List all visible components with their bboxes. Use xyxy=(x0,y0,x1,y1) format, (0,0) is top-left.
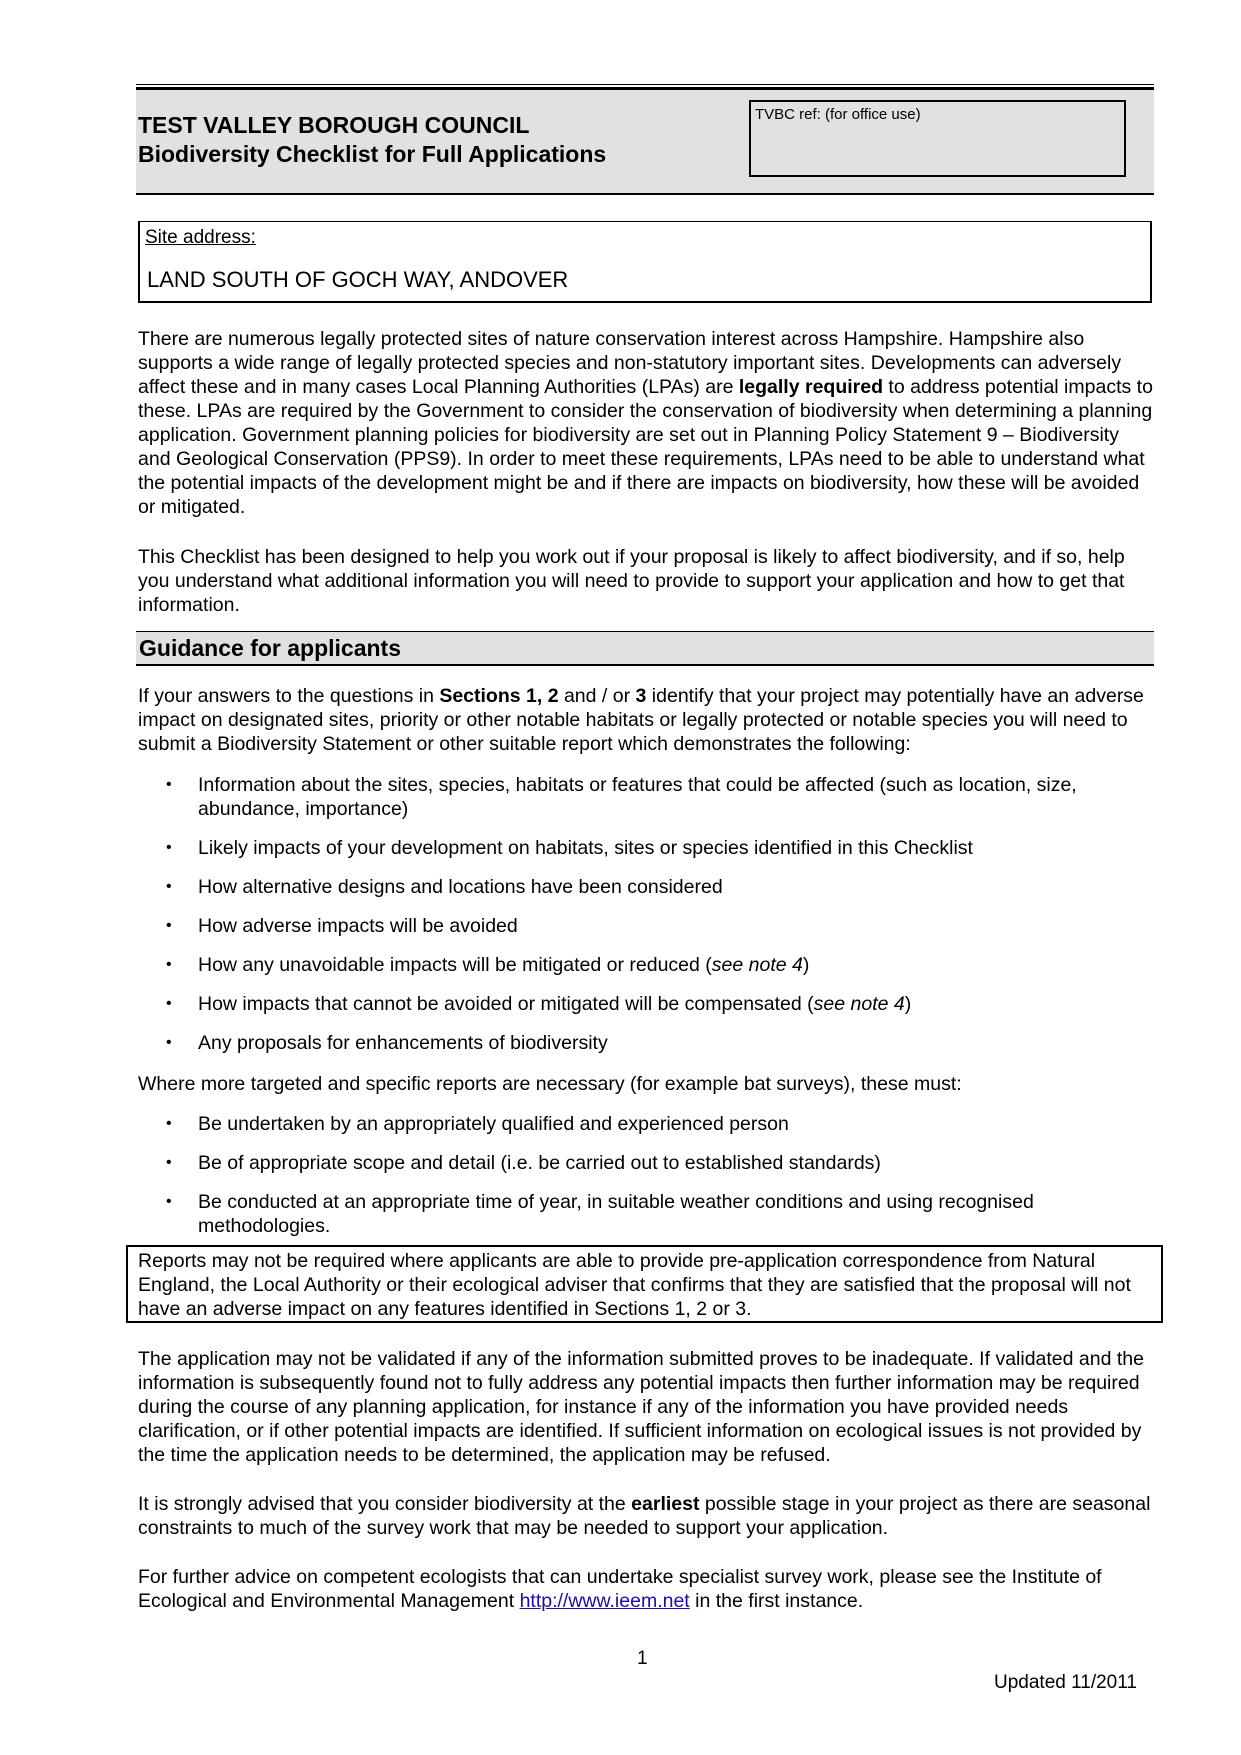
note-text: Reports may not be required where applicants are able to provide pre-application correspondence from Natural England, the Local Authority or their ecological adviser that confirms that they are satisfied that the proposal will not have an adverse impact on any features identified in Sections 1, 2 or 3. xyxy=(138,1250,1131,1320)
further-text: in the first instance. xyxy=(689,1590,864,1612)
list-item-text: Information about the sites, species, habitats or features that could be affected (such as location, size, abundance, importance) xyxy=(198,774,1077,820)
list-item xyxy=(138,1190,1153,1238)
note-reference: see note 4 xyxy=(711,954,803,976)
bullet-icon: • xyxy=(166,839,172,856)
list-item-text: Be conducted at an appropriate time of year, in suitable weather conditions and using recognised methodologies. xyxy=(198,1191,1034,1237)
advice-text: It is strongly advised that you consider biodiversity at the xyxy=(138,1493,632,1515)
intro-bold: legally required xyxy=(738,376,884,398)
intro-text: This Checklist has been designed to help you work out if your proposal is likely to affect biodiversity, and if so, help you understand what additional information you will need to provide to support your application and how to get that information. xyxy=(138,546,1125,616)
reports-exemption-note xyxy=(126,1245,1163,1323)
list-item xyxy=(138,953,1153,977)
guidance-heading: Guidance for applicants xyxy=(139,635,401,661)
list-item xyxy=(138,992,1153,1016)
targeted-requirements-list xyxy=(138,1112,1153,1238)
list-item-text: How adverse impacts will be avoided xyxy=(198,915,518,937)
list-item-text: ) xyxy=(904,993,912,1015)
header-title-block xyxy=(138,111,606,169)
bullet-icon: • xyxy=(166,878,172,895)
further-text: For further advice on competent ecologists that can undertake specialist survey work, please see the Institute of Ecological and Environmental Management xyxy=(138,1566,1102,1612)
bullet-icon: • xyxy=(166,917,172,934)
list-item-text: Any proposals for enhancements of biodiversity xyxy=(198,1032,608,1054)
header-top-rule xyxy=(136,84,1154,85)
page-number: 1 xyxy=(637,1648,648,1669)
list-item xyxy=(138,1112,1153,1136)
list-item xyxy=(138,1151,1153,1175)
validation-text: The application may not be validated if any of the information submitted proves to be inadequate. If validated and the information is subsequently found not to fully address any potential impacts then further information may be required during the course of any planning application, for instance if any of the information you have provided needs clarification, or if other potential impacts are identified. If sufficient information on ecological issues is not provided by the time the application needs to be determined, the application may be refused. xyxy=(138,1348,1144,1466)
list-item-text: How any unavoidable impacts will be mitigated or reduced ( xyxy=(198,954,712,976)
list-item xyxy=(138,1031,1153,1055)
bullet-icon: • xyxy=(166,1193,172,1210)
lead-text: If your answers to the questions in xyxy=(138,685,440,707)
list-item-text: How alternative designs and locations have been considered xyxy=(198,876,723,898)
list-item-text: ) xyxy=(802,954,810,976)
validation-paragraph xyxy=(138,1347,1153,1467)
advice-text: possible stage in your project as there are seasonal constraints to much of the survey work that may be needed to support your application. xyxy=(138,1493,1151,1539)
guidance-lead xyxy=(138,684,1153,756)
list-item xyxy=(138,773,1153,821)
bullet-icon: • xyxy=(166,776,172,793)
advice-paragraph xyxy=(138,1492,1153,1540)
bullet-icon: • xyxy=(166,956,172,973)
intro-text: to address potential impacts to these. LPAs are required by the Government to consider the conservation of biodiversity when determining a planning application. Government planning policies for biodiversity are set out in Planning Policy Statement 9 – Biodiversity and Geological Conservation (PPS9). In order to meet these requirements, LPAs need to be able to understand what the potential impacts of the development might be and if there are impacts on biodiversity, how these will be avoided or mitigated. xyxy=(138,376,1153,518)
bullet-icon: • xyxy=(166,1154,172,1171)
office-ref-field[interactable] xyxy=(749,100,1126,177)
bullet-icon: • xyxy=(166,1034,172,1051)
site-address-value: LAND SOUTH OF GOCH WAY, ANDOVER xyxy=(147,267,569,292)
intro-text: There are numerous legally protected sites of nature conservation interest across Hampshire. Hampshire also supports a wide range of legally protected species and non-statutory important sites. Developments can adversely affect these and in many cases Local Planning Authorities (LPAs) are xyxy=(138,328,1122,398)
note-reference: see note 4 xyxy=(813,993,905,1015)
intro-paragraph-2 xyxy=(138,545,1153,617)
office-ref-label: TVBC ref: (for office use) xyxy=(755,106,921,123)
advice-bold: earliest xyxy=(631,1493,700,1515)
targeted-lead-text: Where more targeted and specific reports are necessary (for example bat surveys), these must: xyxy=(138,1073,962,1095)
lead-text: identify that your project may potentially have an adverse impact on designated sites, priority or other notable habitats or legally protected or notable species you will need to submit a Biodiversity Statement or other suitable report which demonstrates the following: xyxy=(138,685,1144,755)
ieem-link[interactable]: http://www.ieem.net xyxy=(519,1590,690,1612)
targeted-reports-lead xyxy=(138,1072,1153,1096)
council-name: TEST VALLEY BOROUGH COUNCIL xyxy=(138,112,530,138)
bullet-icon: • xyxy=(166,1115,172,1132)
document-title: Biodiversity Checklist for Full Applications xyxy=(138,141,607,167)
further-advice-paragraph xyxy=(138,1565,1153,1613)
list-item xyxy=(138,875,1153,899)
list-item xyxy=(138,836,1153,860)
list-item-text: How impacts that cannot be avoided or mitigated will be compensated ( xyxy=(198,993,814,1015)
guidance-heading-band xyxy=(136,631,1154,666)
lead-bold: 3 xyxy=(635,685,647,707)
list-item-text: Be undertaken by an appropriately qualified and experienced person xyxy=(198,1113,789,1135)
list-item xyxy=(138,914,1153,938)
updated-date: Updated 11/2011 xyxy=(994,1672,1137,1693)
site-address-field[interactable] xyxy=(138,221,1152,303)
lead-text: and / or xyxy=(558,685,636,707)
bullet-icon: • xyxy=(166,995,172,1012)
list-item-text: Likely impacts of your development on habitats, sites or species identified in this Checklist xyxy=(198,837,973,859)
requirements-list xyxy=(138,773,1153,1055)
site-address-label: Site address: xyxy=(145,227,256,248)
intro-paragraph-1 xyxy=(138,327,1153,519)
list-item-text: Be of appropriate scope and detail (i.e. be carried out to established standards) xyxy=(198,1152,881,1174)
lead-bold: Sections 1, 2 xyxy=(439,685,559,707)
